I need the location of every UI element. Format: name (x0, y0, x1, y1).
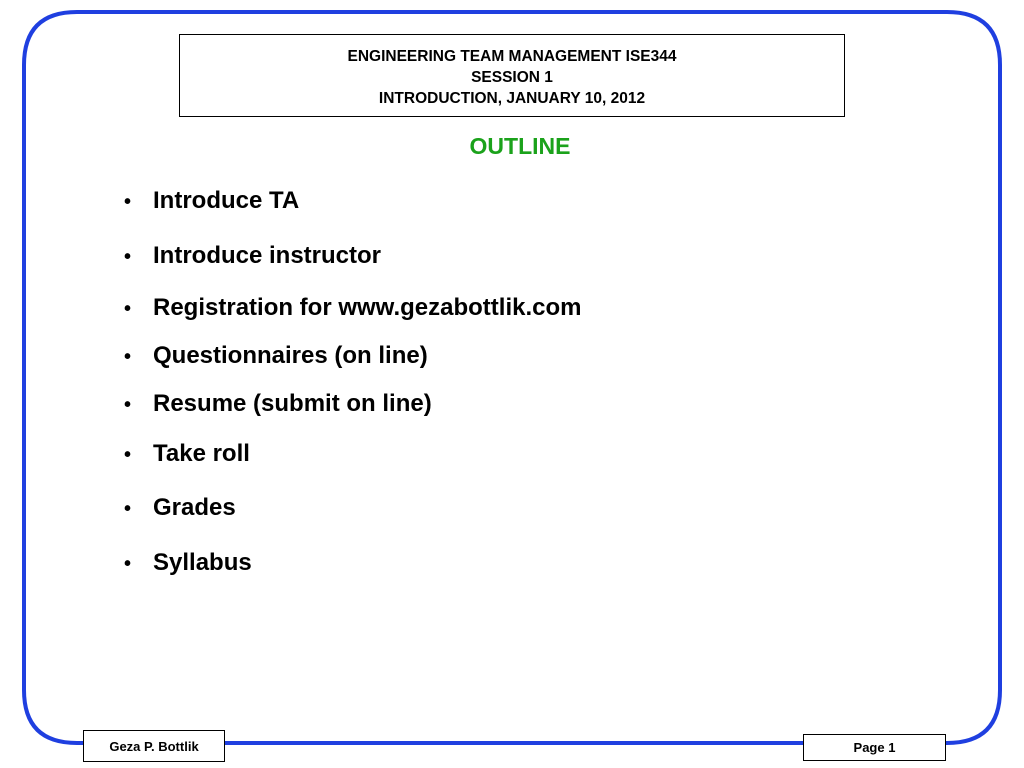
bullet-dot: • (124, 346, 132, 368)
bullet-text: Introduce TA (153, 187, 300, 214)
bullet-item (124, 389, 432, 420)
bullet-item (124, 493, 236, 524)
bullet-item (124, 439, 250, 470)
page-number: Page 1 (803, 734, 946, 761)
bullet-item (124, 293, 581, 324)
bullet-item (124, 186, 299, 217)
bullet-text: Syllabus (153, 549, 252, 576)
bullet-item (124, 548, 252, 579)
bullet-dot: • (124, 246, 132, 268)
bullet-dot: • (124, 298, 132, 320)
bullet-dot: • (124, 553, 132, 575)
bullet-dot: • (124, 191, 132, 213)
bullet-text: Registration for www.gezabottlik.com (153, 294, 582, 321)
course-title: ENGINEERING TEAM MANAGEMENT ISE344 (347, 48, 677, 65)
session-date: INTRODUCTION, JANUARY 10, 2012 (378, 90, 646, 107)
bullet-text: Grades (153, 494, 236, 521)
outline-heading: OUTLINE (469, 133, 571, 159)
bullet-text: Questionnaires (on line) (153, 342, 428, 369)
bullet-item (124, 241, 381, 272)
bullet-text: Introduce instructor (153, 242, 382, 269)
bullet-dot: • (124, 394, 132, 416)
session-label: SESSION 1 (471, 69, 553, 86)
bullet-dot: • (124, 444, 132, 466)
bullet-text: Resume (submit on line) (153, 390, 432, 417)
bullet-text: Take roll (153, 440, 250, 467)
author-label: Geza P. Bottlik (83, 730, 225, 762)
title-box (179, 34, 845, 117)
bullet-dot: • (124, 498, 132, 520)
bullet-item (124, 341, 428, 372)
